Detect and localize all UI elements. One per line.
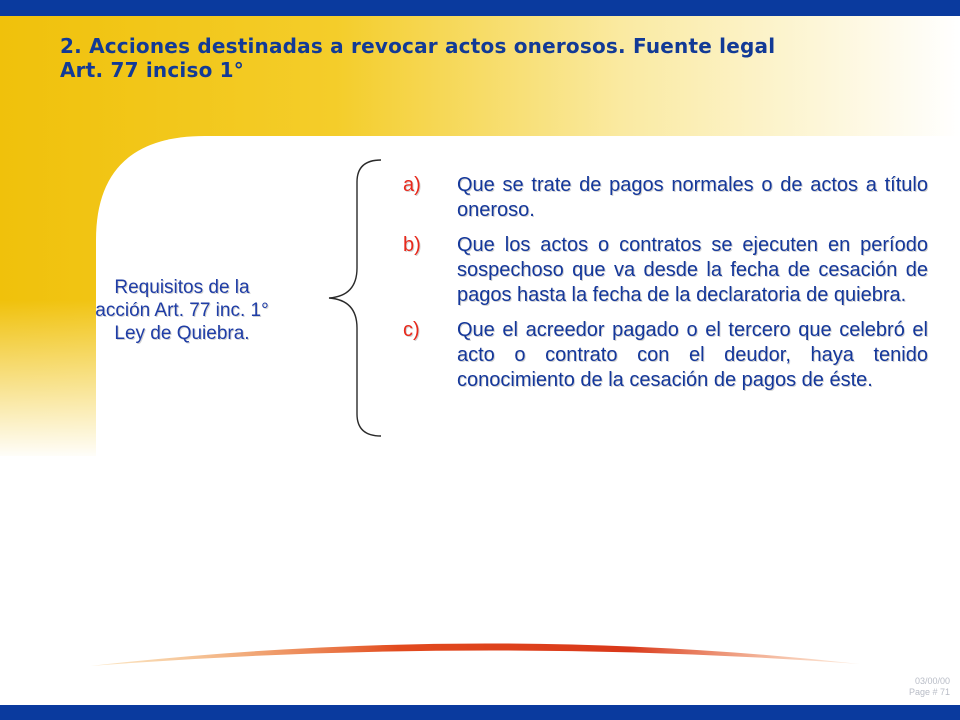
- requirements-list: [400, 173, 928, 403]
- list-item: [400, 233, 928, 308]
- slide-footer: [909, 676, 950, 698]
- slide-title: [60, 34, 920, 82]
- title-line-2: Art. 77 inciso 1°: [60, 58, 244, 82]
- list-item: [400, 318, 928, 393]
- requirements-label-line-3: Ley de Quiebra.: [114, 323, 250, 344]
- list-item: [400, 173, 928, 223]
- item-marker: c): [403, 319, 420, 341]
- requirements-label-line-2: acción Art. 77 inc. 1°: [95, 300, 269, 321]
- requirements-label: [60, 276, 304, 345]
- bottom-band: [0, 705, 960, 720]
- curly-brace: [325, 156, 385, 440]
- footer-page-number: Page # 71: [908, 687, 950, 697]
- item-text: Que el acreedor pagado o el tercero que celebró el acto o contrato con el deudor, haya tenido conocimiento de la cesación de pagos de éste.: [457, 319, 928, 391]
- requirements-label-line-1: Requisitos de la: [114, 277, 250, 298]
- item-text: Que se trate de pagos normales o de actos a título oneroso.: [457, 174, 928, 221]
- title-line-1: 2. Acciones destinadas a revocar actos onerosos. Fuente legal: [60, 34, 776, 58]
- footer-date: 03/00/00: [914, 676, 950, 686]
- item-marker: b): [403, 234, 421, 256]
- item-text: Que los actos o contratos se ejecuten en período sospechoso que va desde la fecha de cesación de pagos hasta la fecha de la declaratoria de quiebra.: [457, 234, 928, 306]
- item-marker: a): [403, 174, 421, 196]
- top-band: [0, 0, 960, 16]
